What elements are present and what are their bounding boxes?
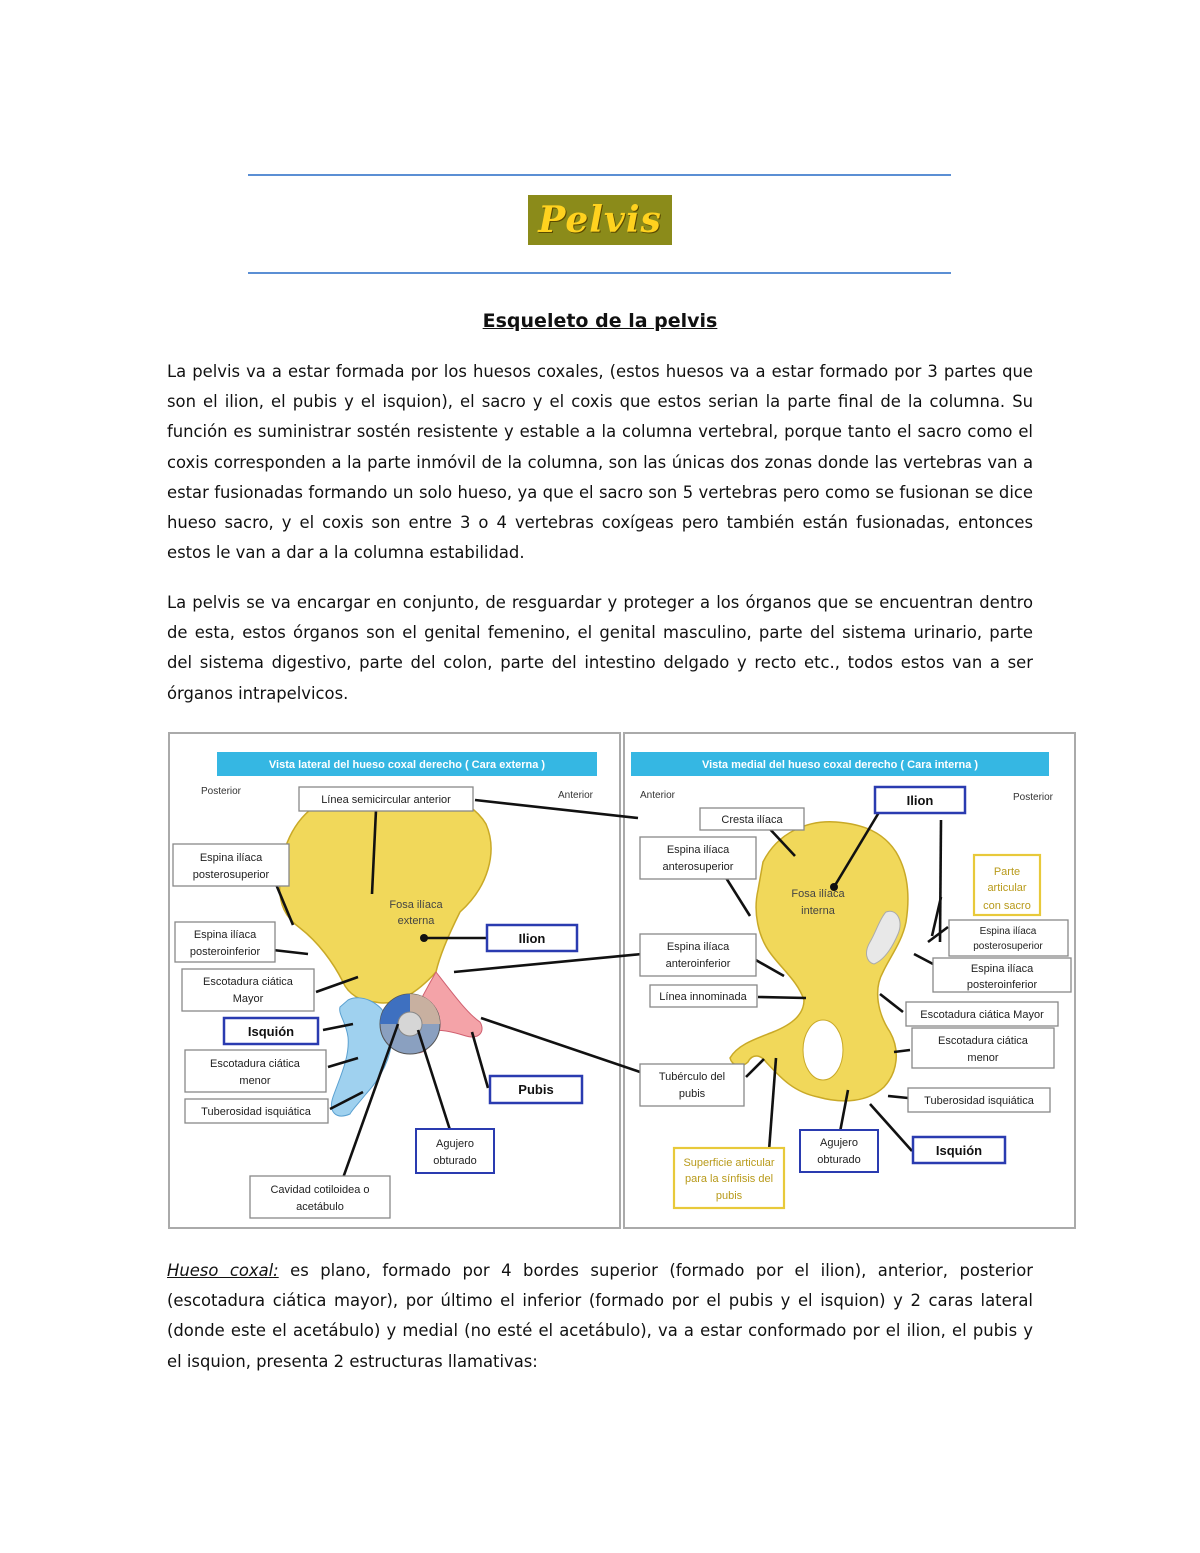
svg-text:posterosuperior: posterosuperior [192, 869, 270, 881]
svg-text:Escotadura ciática: Escotadura ciática [938, 1035, 1028, 1047]
paragraph-2: La pelvis se va encargar en conjunto, de resguardar y proteger a los órganos que se encuentran dentro de esta, estos órganos son el genital femenino, el genital masculino, parte del sistema urinario, parte del sistema digestivo, parte del colon, parte del intestino delgado y recto etc., todos estos van a ser órganos intrapelvicos. [167, 593, 1033, 703]
svg-text:para la sínfisis del: para la sínfisis del [684, 1173, 774, 1185]
svg-text:Escotadura ciática: Escotadura ciática [203, 976, 293, 988]
left-orientation-anterior: Anterior [558, 790, 594, 801]
svg-text:Línea semicircular anterior: Línea semicircular anterior [321, 794, 451, 806]
right-label-escotadura-mayor [906, 1002, 1058, 1026]
svg-text:Tubérculo del: Tubérculo del [658, 1071, 726, 1083]
left-orientation-posterior: Posterior [201, 786, 242, 797]
bottom-rule [248, 272, 951, 274]
svg-text:Espina ilíaca: Espina ilíaca [979, 926, 1037, 937]
svg-text:Ilion: Ilion [518, 931, 546, 946]
right-label-agujero [800, 1130, 878, 1172]
right-label-espina-anteroinferior [640, 934, 756, 976]
svg-text:Fosa ilíaca: Fosa ilíaca [389, 899, 443, 911]
svg-text:obturado: obturado [817, 1154, 861, 1166]
right-label-cresta [700, 808, 804, 830]
svg-text:menor: menor [967, 1052, 999, 1064]
svg-text:Cavidad cotiloidea o: Cavidad cotiloidea o [270, 1184, 370, 1196]
svg-text:menor: menor [239, 1075, 271, 1087]
right-label-ilion [875, 787, 965, 813]
svg-text:anterosuperior: anterosuperior [662, 861, 734, 873]
right-label-espina-anterosuperior [640, 837, 756, 879]
svg-text:Tuberosidad isquiática: Tuberosidad isquiática [201, 1106, 311, 1118]
right-label-linea-innominada [650, 985, 757, 1007]
left-panel-header-text: Vista lateral del hueso coxal derecho ( Cara externa ) [268, 759, 546, 771]
left-label-linea-semicircular [299, 787, 473, 811]
left-label-pubis [490, 1076, 582, 1103]
left-label-cavidad [250, 1176, 390, 1218]
term-hueso-coxal: Hueso coxal: [167, 1261, 279, 1280]
left-label-espina-posterosuperior [173, 844, 289, 886]
svg-text:posteroinferior: posteroinferior [189, 946, 261, 958]
svg-text:interna: interna [801, 905, 835, 917]
right-label-parte-articular [974, 855, 1040, 915]
svg-text:Agujero: Agujero [436, 1138, 474, 1150]
paragraph-3-text: es plano, formado por 4 bordes superior (formado por el ilion), anterior, posterior (escotadura ciática mayor), por último el inferior (formado por el pubis y el isquion) y 2 caras lateral (donde este el acetábulo) y medial (no esté el acetábulo), va a estar conformado por el ilion, el pubis y el isquion, presenta 2 estructuras llamativas: [167, 1261, 1034, 1371]
right-label-espina-posterosuperior [949, 920, 1068, 956]
right-label-isquion [913, 1137, 1005, 1163]
top-rule [248, 174, 951, 176]
svg-text:Ilion: Ilion [906, 793, 934, 808]
svg-text:externa: externa [397, 915, 435, 927]
svg-text:obturado: obturado [433, 1155, 477, 1167]
svg-text:Mayor: Mayor [232, 993, 264, 1005]
left-label-espina-posteroinferior [175, 922, 275, 962]
title-banner [528, 195, 672, 245]
right-orientation-posterior: Posterior [1013, 792, 1054, 803]
right-orientation-anterior: Anterior [640, 790, 676, 801]
svg-text:Espina ilíaca: Espina ilíaca [193, 929, 257, 941]
svg-text:Isquión: Isquión [247, 1024, 295, 1039]
svg-text:Espina ilíaca: Espina ilíaca [666, 844, 730, 856]
left-label-isquion [224, 1018, 318, 1044]
left-label-agujero [416, 1129, 494, 1173]
anatomy-diagram [168, 732, 1076, 1229]
svg-text:articular: articular [987, 882, 1027, 894]
svg-text:Isquión: Isquión [935, 1143, 983, 1158]
svg-text:Espina ilíaca: Espina ilíaca [199, 852, 263, 864]
svg-text:Escotadura ciática Mayor: Escotadura ciática Mayor [920, 1009, 1044, 1021]
svg-text:posteroinferior: posteroinferior [966, 979, 1038, 991]
left-label-tuberosidad [185, 1099, 328, 1123]
right-label-superficie [674, 1148, 784, 1208]
left-label-ilion [487, 925, 577, 951]
paragraph-3 [167, 1256, 1033, 1377]
svg-text:Escotadura ciática: Escotadura ciática [210, 1058, 300, 1070]
svg-text:Fosa ilíaca: Fosa ilíaca [791, 888, 845, 900]
right-label-tuberculo [640, 1064, 744, 1106]
svg-text:anteroinferior: anteroinferior [665, 958, 731, 970]
svg-text:Pubis: Pubis [518, 1082, 554, 1097]
svg-text:pubis: pubis [678, 1088, 706, 1100]
svg-text:posterosuperior: posterosuperior [973, 941, 1043, 952]
svg-text:Espina ilíaca: Espina ilíaca [970, 963, 1034, 975]
svg-text:Superficie articular: Superficie articular [683, 1157, 775, 1169]
section-heading: Esqueleto de la pelvis [482, 310, 718, 332]
pelvis-figure [168, 732, 1076, 1229]
right-label-espina-posteroinferior [933, 958, 1071, 992]
left-label-escotadura-menor [185, 1050, 326, 1092]
svg-text:Tuberosidad isquiática: Tuberosidad isquiática [924, 1095, 1034, 1107]
right-label-tuberosidad [908, 1088, 1050, 1112]
svg-text:pubis: pubis [715, 1190, 743, 1202]
right-panel-header-text: Vista medial del hueso coxal derecho ( Cara interna ) [701, 759, 979, 771]
svg-text:con sacro: con sacro [983, 900, 1031, 912]
svg-text:acetábulo: acetábulo [296, 1201, 344, 1213]
left-label-escotadura-mayor [182, 969, 314, 1011]
paragraph-1: La pelvis va a estar formada por los huesos coxales, (estos huesos va a estar formado por 3 partes que son el ilion, el pubis y el isquion), el sacro y el coxis que estos serian la parte final de la columna. Su función es suministrar sostén resistente y estable a la columna vertebral, porque tanto el sacro como el coxis corresponden a la parte inmóvil de la columna, son las únicas dos zonas donde las vertebras van a estar fusionadas formando un solo hueso, ya que el sacro son 5 vertebras pero como se fusionan se dice hueso sacro, y el coxis son entre 3 o 4 vertebras coxígeas pero también están fusionadas, entonces estos le van a dar a la columna estabilidad. [167, 362, 1033, 563]
document-title: Pelvis [538, 199, 662, 241]
svg-text:Parte: Parte [993, 866, 1021, 878]
svg-text:Línea innominada: Línea innominada [659, 991, 747, 1003]
svg-text:Cresta ilíaca: Cresta ilíaca [721, 814, 783, 826]
svg-text:Espina ilíaca: Espina ilíaca [666, 941, 730, 953]
svg-text:Agujero: Agujero [820, 1137, 858, 1149]
right-label-escotadura-menor [912, 1028, 1054, 1068]
